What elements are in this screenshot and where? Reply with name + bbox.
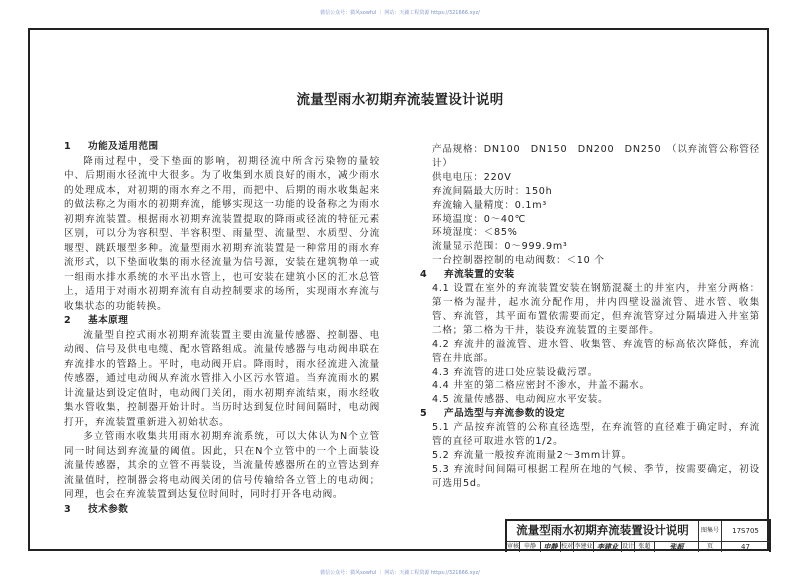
- list-item: 4.1 设置在室外的弃流装置安装在钢筋混凝土的井室内，井室分两格：第一格为湿井，起水流分配作用，井内四壁设溢流管、进水管、收集管、弃流管，其平面布置依需要而定，但弃流管穿过分隔墙进入井室第二格；第二格为干井，装设弃流装置的主要部件。: [432, 283, 760, 336]
- right-column: [420, 143, 760, 491]
- parameter-row: 弃流输入量精度：0.1m³: [432, 199, 547, 211]
- atlas-number: 17S705: [722, 521, 771, 542]
- section-title: 产品选型与弃流参数的设定: [444, 408, 566, 420]
- design-label: 设计: [622, 543, 635, 550]
- parameter-row: 流量显示范围：0～999.9m³: [432, 241, 568, 253]
- checker-signature: 李建业: [594, 542, 622, 552]
- atlas-label: 图集号: [699, 521, 722, 542]
- section-number: 1: [64, 141, 72, 152]
- page-title: 流量型雨水初期弃流装置设计说明: [296, 92, 504, 108]
- list-item: 5.3 弃流时间间隔可根据工程所在地的气候、季节，按需要确定，初设可选用5d。: [432, 463, 760, 489]
- reviewer-name: 申静: [520, 542, 541, 552]
- paragraph: 降雨过程中，受下垫面的影响，初期径流中所含污染物的量较中、后期雨水径流中大很多。为了收集到水质良好的雨水，减少雨水的处理成本，对初期的雨水弃之不用，而把中、后期的雨水收集起来的做法称之为雨水的初期弃流，能够实现这一功能的设备称之为雨水初期弃流装置。根据雨水初期弃流装置提取的降雨或径流的特征元素区别，可以分为容积型、半容积型、雨量型、流量型、水质型、分流堰型、跳跃堰型多种。流量型雨水初期弃流装置是一种常用的雨水弃流形式，以下垫面收集的雨水径流量为信号源，安装在建筑物单一或一组雨水排水系统的水平出水管上，也可安装在建筑小区的汇水总管上，适用于对雨水初期弃流有自动控制要求的场所，实现雨水弃流与收集状态的功能转换。: [64, 155, 380, 312]
- list-item: 4.5 流量传感器、电动阀应水平安装。: [432, 394, 609, 406]
- section-heading: [420, 268, 760, 282]
- section-heading: [64, 503, 380, 518]
- list-item: 4.3 弃流管的进口处应装设截污罩。: [432, 366, 599, 378]
- parameter-row: 一台控制器控制的电动阀数：＜10 个: [432, 255, 605, 267]
- designer-signature: 张超: [655, 542, 699, 552]
- checker-name: 李建业: [574, 543, 593, 550]
- parameter-row: 供电电压：220V: [432, 171, 512, 183]
- section-number: 5: [420, 408, 428, 420]
- paragraph: 多立管雨水收集共用雨水初期弃流系统，可以大体认为N个立管同一时间达到弃流量的阈值。因此，只在N个立管中的一个上面装设流量传感器，其余的立管不再装设，当流量传感器所在的立管达到弃流量值时，控制器会将电动阀关闭的信号传输给各立管上的电动阀；同理，也会在弃流装置到达复位时间时，同时打开各电动阀。: [64, 431, 380, 500]
- paragraph: 流量型自控式雨水初期弃流装置主要由流量传感器、控制器、电动阀、信号及供电电缆、配水管路组成。流量传感器与电动阀串联在弃流排水的管路上。平时，电动阀开启。降雨时，雨水径流进入流量传感器，通过电动阀从弃流水管排入小区污水管道。当弃流雨水的累计流量达到设定值时，电动阀门关闭，雨水初期弃流结束，雨水经收集水管收集，控制器开始计时。当历时达到复位时间间隔时，电动阀打开，弃流装置重新进入初始状态。: [64, 329, 380, 428]
- watermark-bottom: 微信公众号：微风sowful ｜ 网站：天籁工程资源 https://321666.xyz/: [320, 570, 480, 576]
- title-block: [505, 519, 771, 552]
- list-item: 5.2 弃流量一般按弃流雨量2～3mm计算。: [432, 449, 633, 461]
- reviewer-signature: 申静: [541, 542, 561, 552]
- page-label: 页: [699, 542, 722, 552]
- section-heading: [64, 314, 380, 329]
- review-label: 审核: [507, 543, 520, 550]
- watermark-top: 微信公众号：微风sowful ｜ 网站：天籁工程资源 https://321666.xyz/: [320, 10, 480, 16]
- parameter-row: 产品规格：DN100 DN150 DN200 DN250 （以弃流管公称管径计）: [432, 144, 760, 169]
- section-number: 2: [64, 315, 72, 326]
- section-number: 3: [64, 503, 72, 515]
- section-heading: [420, 407, 760, 421]
- list-item: 4.2 弃流井的溢流管、进水管、收集管、弃流管的标高依次降低，弃流管在井底部。: [432, 338, 760, 364]
- section-title: 技术参数: [88, 503, 129, 515]
- section-title: 基本原理: [88, 315, 129, 326]
- section-title: 弃流装置的安装: [444, 269, 515, 281]
- title-block-title: 流量型雨水初期弃流装置设计说明: [507, 521, 699, 542]
- list-item: 5.1 产品按弃流管的公称直径选型，在弃流管的直径难于确定时，弃流管的直径可取进水管的1/2。: [432, 422, 760, 448]
- parameter-row: 弃流间隔最大历时：150h: [432, 185, 553, 197]
- designer-name: 张超: [635, 542, 655, 552]
- check-label: 校对: [561, 543, 574, 550]
- section-title: 功能及适用范围: [88, 141, 159, 152]
- left-column: [64, 140, 380, 517]
- parameter-row: 环境温度：0～40℃: [432, 213, 527, 225]
- page-number: 47: [722, 542, 771, 552]
- list-item: 4.4 井室的第二格应密封不渗水，井盖不漏水。: [432, 380, 650, 392]
- parameter-row: 环境湿度：＜85%: [432, 227, 518, 239]
- section-heading: [64, 140, 380, 155]
- section-number: 4: [420, 269, 428, 281]
